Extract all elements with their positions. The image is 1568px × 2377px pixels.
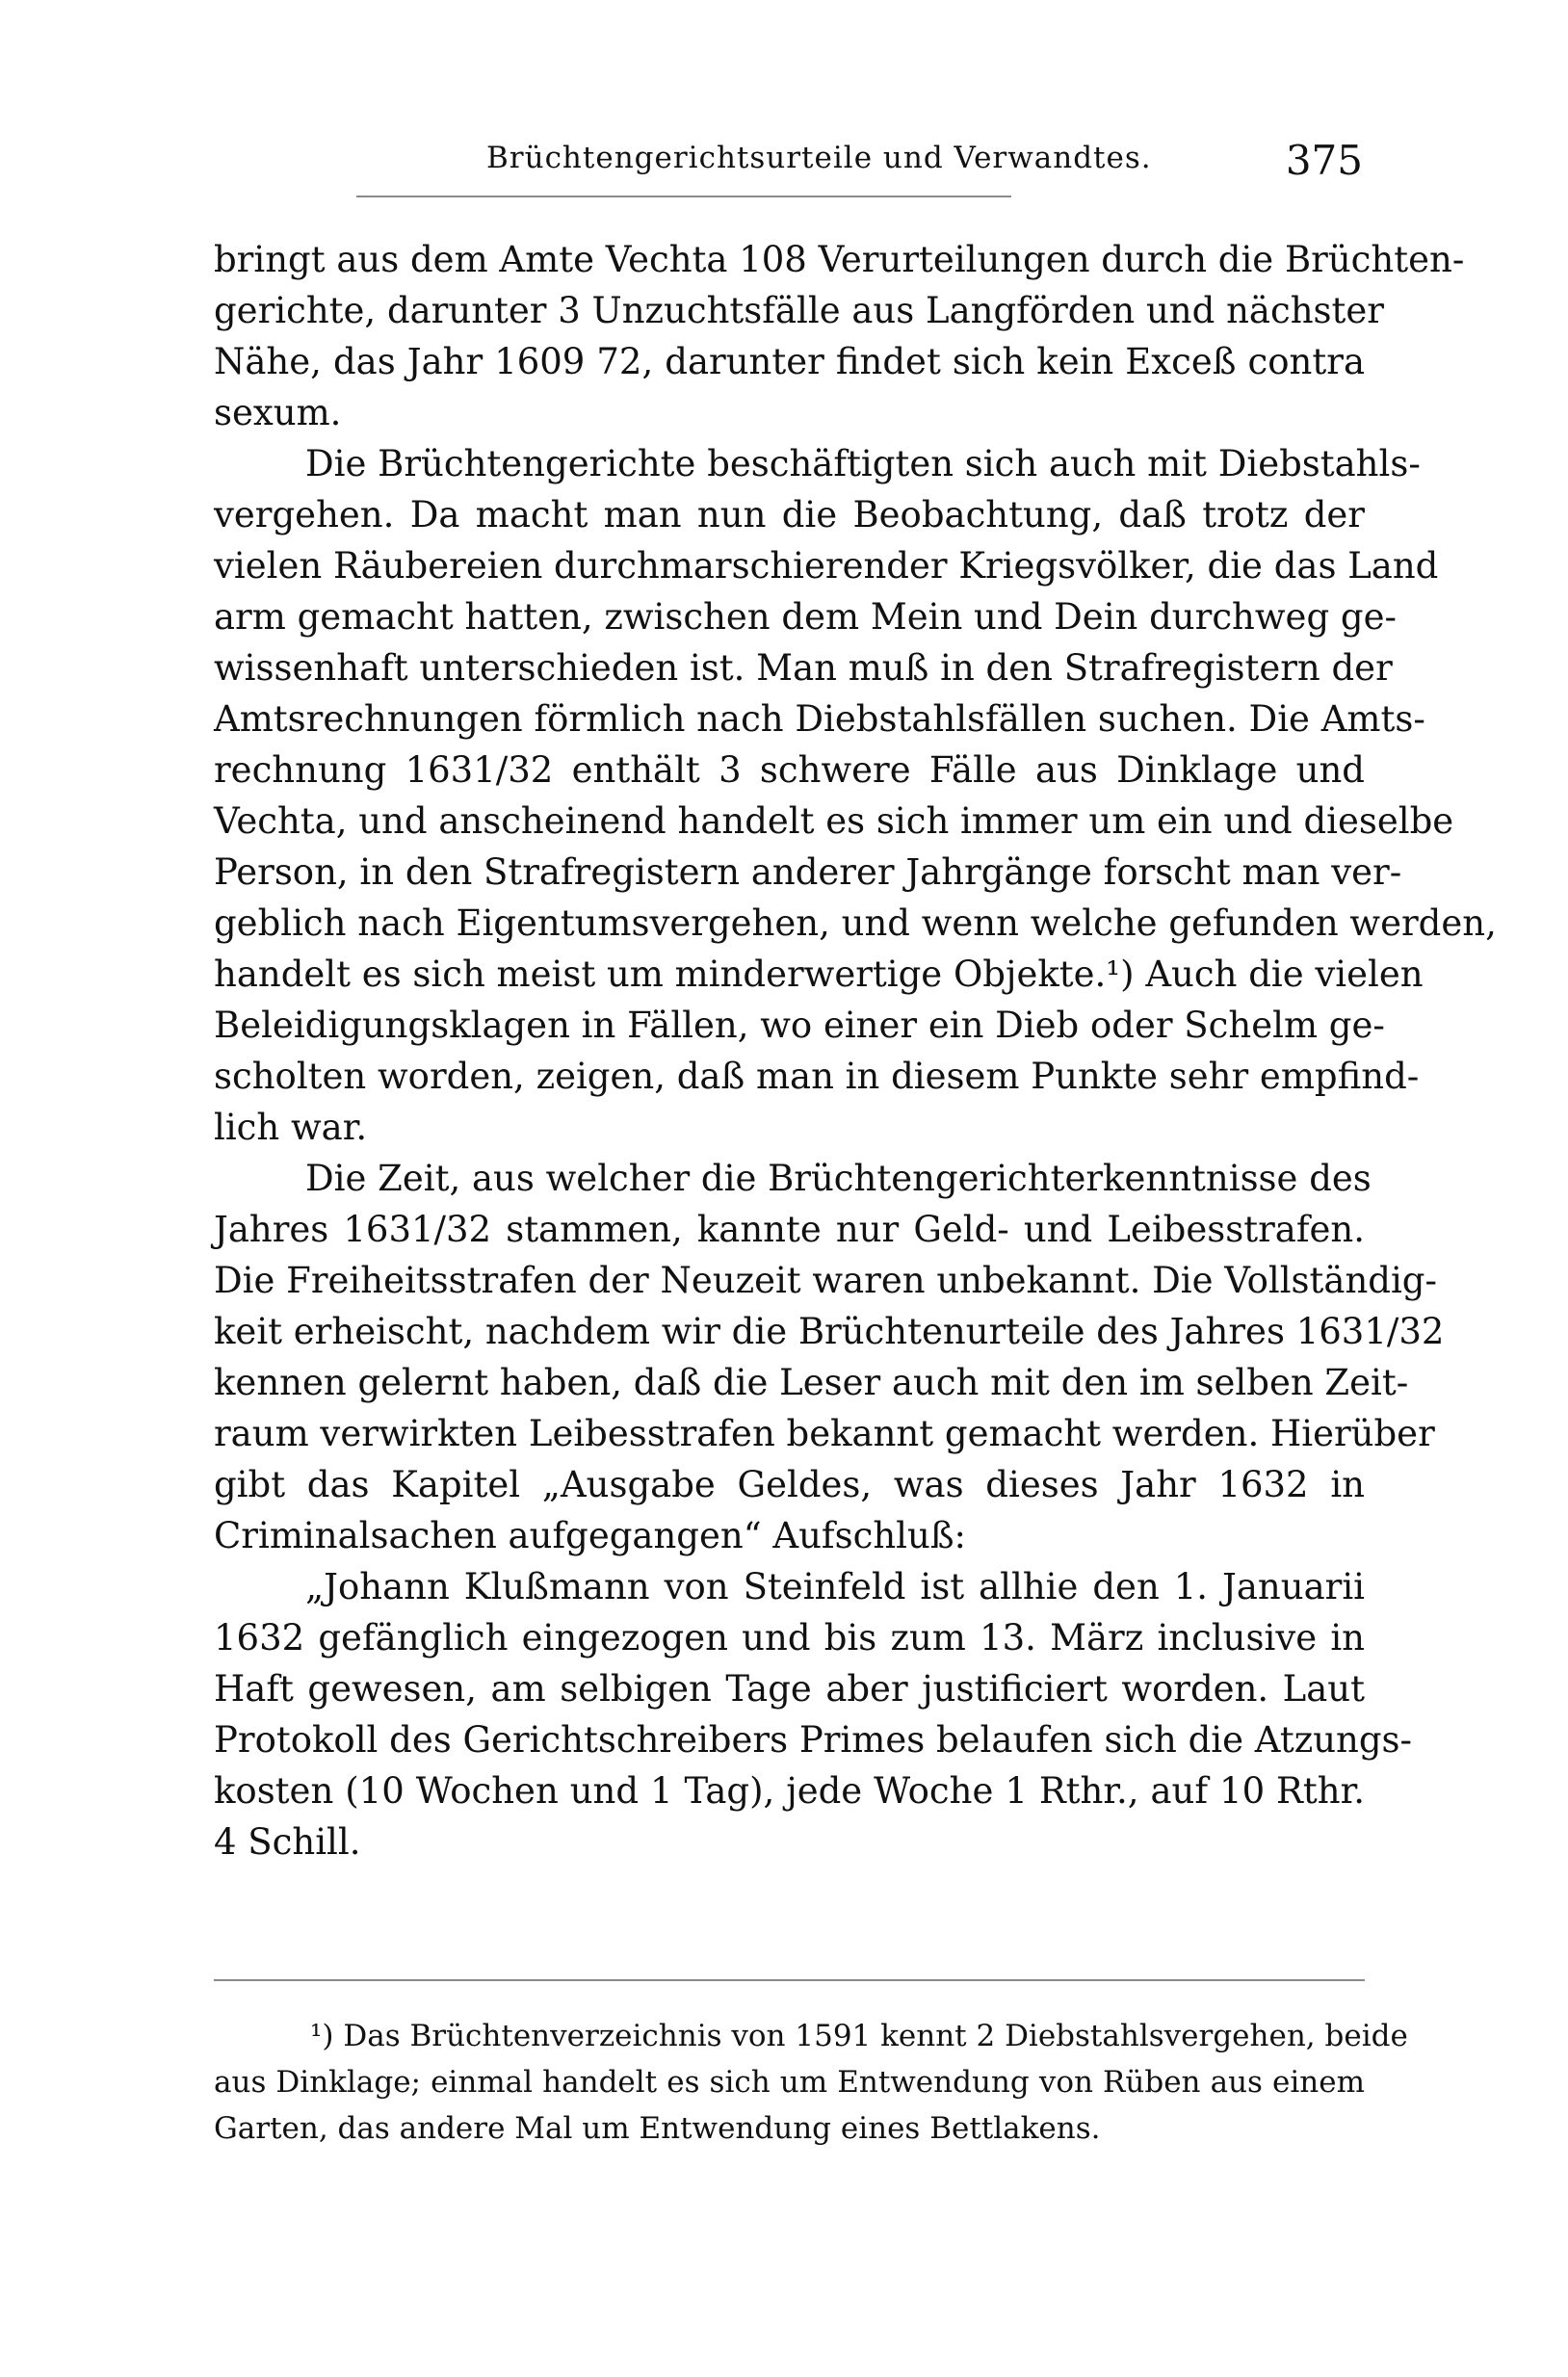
page-number: 375 [1285, 137, 1363, 184]
footnote-line: aus Dinklage; einmal handelt es sich um Entwendung von Rüben aus einem [214, 2065, 1365, 2100]
text-line: Vechta, und anscheinend handelt es sich immer um ein und dieselbe [214, 800, 1454, 842]
text-line: Person, in den Strafregistern anderer Jahrgänge forscht man ver- [214, 851, 1402, 893]
text-line: Haft gewesen, am selbigen Tage aber justificiert worden. Laut [214, 1668, 1365, 1710]
footnote-rule [214, 1979, 1365, 1981]
running-title: Brüchtengerichtsurteile und Verwandtes. [486, 141, 1152, 175]
running-head [207, 137, 1363, 185]
text-line: Amtsrechnungen förmlich nach Diebstahlsfällen suchen. Die Amts- [214, 698, 1425, 740]
text-line: vergehen. Da macht man nun die Beobachtung, daß trotz der [214, 494, 1365, 535]
paragraph-2 [214, 438, 1497, 1153]
text-line: wissenhaft unterschieden ist. Man muß in den Strafregistern der [214, 647, 1393, 689]
text-line: Die Freiheitsstrafen der Neuzeit waren unbekannt. Die Vollständig- [214, 1260, 1437, 1301]
text-line: sexum. [214, 392, 342, 433]
text-line: rechnung 1631/32 enthält 3 schwere Fälle aus Dinklage und [214, 749, 1365, 791]
text-line: arm gemacht hatten, zwischen dem Mein und Dein durchweg ge- [214, 596, 1397, 638]
footnote-line: Garten, das andere Mal um Entwendung eines Bettlakens. [214, 2111, 1101, 2146]
text-line: keit erheischt, nachdem wir die Brüchtenurteile des Jahres 1631/32 [214, 1311, 1445, 1352]
footnote [214, 2013, 1408, 2152]
text-line: gerichte, darunter 3 Unzuchtsfälle aus Langförden und nächster [214, 290, 1384, 331]
text-line: Die Zeit, aus welcher die Brüchtengerichterkenntnisse des [305, 1158, 1372, 1199]
text-line: scholten worden, zeigen, daß man in diesem Punkte sehr empfind- [214, 1056, 1420, 1097]
text-line: 4 Schill. [214, 1821, 361, 1863]
text-line: Protokoll des Gerichtschreibers Primes belaufen sich die Atzungs- [214, 1719, 1413, 1761]
paragraph-1 [214, 234, 1465, 438]
text-line: Beleidigungsklagen in Fällen, wo einer ein Dieb oder Schelm ge- [214, 1005, 1385, 1046]
text-line: bringt aus dem Amte Vechta 108 Verurteilungen durch die Brüchten- [214, 239, 1465, 280]
text-line: Die Brüchtengerichte beschäftigten sich auch mit Diebstahls- [305, 443, 1421, 484]
text-line: handelt es sich meist um minderwertige Objekte.¹) Auch die vielen [214, 953, 1424, 995]
text-line: geblich nach Eigentumsvergehen, und wenn welche gefunden werden, [214, 902, 1497, 944]
text-line: 1632 gefänglich eingezogen und bis zum 13. März inclusive in [214, 1617, 1365, 1659]
text-line: raum verwirkten Leibesstrafen bekannt gemacht werden. Hierüber [214, 1413, 1435, 1454]
text-line: Jahres 1631/32 stammen, kannte nur Geld- und Leibesstrafen. [214, 1209, 1365, 1250]
paragraph-3 [214, 1153, 1445, 1561]
text-line: vielen Räubereien durchmarschierender Kriegsvölker, die das Land [214, 545, 1439, 587]
text-line: lich war. [214, 1107, 368, 1148]
header-rule [356, 196, 1011, 197]
text-line: „Johann Klußmann von Steinfeld ist allhie den 1. Januarii [305, 1566, 1365, 1607]
text-line: Nähe, das Jahr 1609 72, darunter findet sich kein Exceß contra [214, 341, 1365, 382]
footnote-line: ¹) Das Brüchtenverzeichnis von 1591 kennt 2 Diebstahlsvergehen, beide [310, 2019, 1408, 2053]
text-line: kennen gelernt haben, daß die Leser auch mit den im selben Zeit- [214, 1362, 1409, 1403]
main-text [214, 234, 1497, 1868]
text-line: gibt das Kapitel „Ausgabe Geldes, was dieses Jahr 1632 in [214, 1464, 1365, 1505]
text-line: kosten (10 Wochen und 1 Tag), jede Woche 1 Rthr., auf 10 Rthr. [214, 1770, 1365, 1812]
quotation [214, 1561, 1413, 1868]
text-line: Criminalsachen aufgegangen“ Aufschluß: [214, 1515, 967, 1556]
